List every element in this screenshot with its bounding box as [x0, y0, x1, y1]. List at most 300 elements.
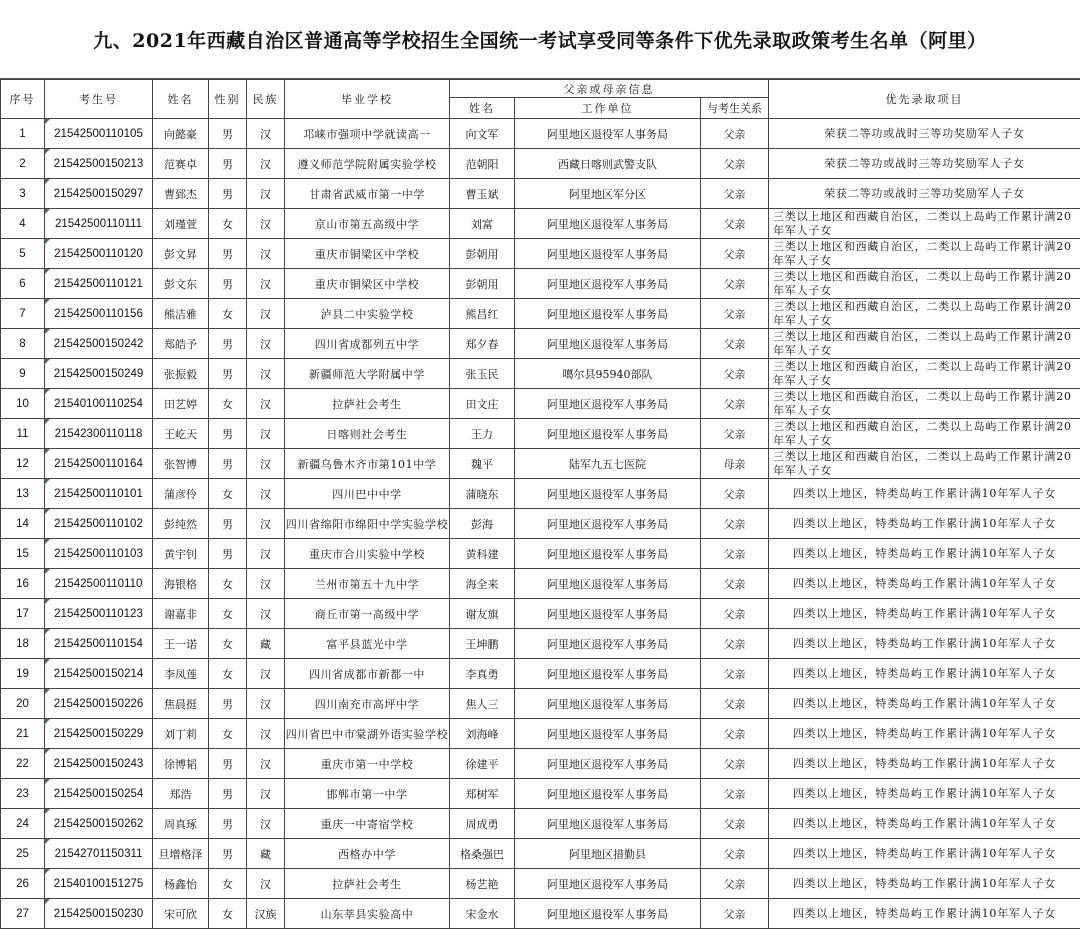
cell-name[interactable]: 彭纯然 — [153, 509, 209, 539]
cell-exam-id[interactable]: 21542500150249 — [45, 359, 153, 389]
cell-gender[interactable]: 女 — [209, 569, 247, 599]
cell-gender[interactable]: 男 — [209, 359, 247, 389]
cell-no[interactable]: 4 — [1, 209, 45, 239]
table-body — [1, 119, 1080, 929]
cell-parent-name[interactable]: 黄科建 — [450, 539, 515, 569]
header-school: 毕业学校 — [285, 80, 450, 119]
cell-relation[interactable]: 父亲 — [701, 659, 769, 689]
cell-parent-name[interactable]: 蒲晓东 — [450, 479, 515, 509]
cell-parent-unit[interactable]: 阿里地区退役军人事务局 — [515, 269, 701, 299]
header-parent-name: 姓名 — [450, 98, 515, 119]
cell-item[interactable]: 荣获二等功或战时三等功奖励军人子女 — [769, 119, 1080, 149]
cell-gender[interactable]: 女 — [209, 719, 247, 749]
cell-ethnicity[interactable]: 汉 — [247, 539, 285, 569]
cell-exam-id[interactable]: 21540100110254 — [45, 389, 153, 419]
cell-parent-unit[interactable]: 阿里地区退役军人事务局 — [515, 299, 701, 329]
cell-relation[interactable]: 父亲 — [701, 149, 769, 179]
cell-no[interactable]: 13 — [1, 479, 45, 509]
cell-school[interactable]: 拉萨社会考生 — [285, 869, 450, 899]
cell-gender[interactable]: 男 — [209, 689, 247, 719]
cell-ethnicity[interactable]: 汉 — [247, 809, 285, 839]
cell-school[interactable]: 邛崃市强项中学就读高一 — [285, 119, 450, 149]
cell-ethnicity[interactable]: 汉 — [247, 749, 285, 779]
cell-school[interactable]: 重庆市第一中学校 — [285, 749, 450, 779]
cell-exam-id[interactable]: 21542500150213 — [45, 149, 153, 179]
cell-no[interactable]: 19 — [1, 659, 45, 689]
cell-item[interactable]: 三类以上地区和西藏自治区，二类以上岛屿工作累计满20年军人子女 — [769, 239, 1080, 269]
cell-parent-unit[interactable]: 阿里地区退役军人事务局 — [515, 509, 701, 539]
cell-name[interactable]: 宋可欣 — [153, 899, 209, 929]
cell-no[interactable]: 27 — [1, 899, 45, 929]
cell-relation[interactable]: 父亲 — [701, 719, 769, 749]
cell-parent-unit[interactable]: 阿里地区退役军人事务局 — [515, 659, 701, 689]
cell-item[interactable]: 三类以上地区和西藏自治区，二类以上岛屿工作累计满20年军人子女 — [769, 329, 1080, 359]
cell-item[interactable]: 四类以上地区，特类岛屿工作累计满10年军人子女 — [769, 869, 1080, 899]
cell-exam-id[interactable]: 21542500150242 — [45, 329, 153, 359]
cell-gender[interactable]: 男 — [209, 449, 247, 479]
cell-name[interactable]: 谢嘉非 — [153, 599, 209, 629]
cell-parent-unit[interactable]: 阿里地区退役军人事务局 — [515, 479, 701, 509]
cell-gender[interactable]: 男 — [209, 839, 247, 869]
cell-name[interactable]: 徐博韬 — [153, 749, 209, 779]
table-row — [1, 479, 1080, 509]
cell-no[interactable]: 11 — [1, 419, 45, 449]
cell-gender[interactable]: 男 — [209, 539, 247, 569]
cell-exam-id[interactable]: 21542500110101 — [45, 479, 153, 509]
cell-ethnicity[interactable]: 汉族 — [247, 899, 285, 929]
cell-exam-id[interactable]: 21542500150226 — [45, 689, 153, 719]
cell-school[interactable]: 四川省成都列五中学 — [285, 329, 450, 359]
cell-item[interactable]: 四类以上地区，特类岛屿工作累计满10年军人子女 — [769, 479, 1080, 509]
cell-no[interactable]: 9 — [1, 359, 45, 389]
cell-school[interactable]: 日喀则社会考生 — [285, 419, 450, 449]
table-row — [1, 599, 1080, 629]
table-row — [1, 149, 1080, 179]
cell-parent-name[interactable]: 刘海峰 — [450, 719, 515, 749]
cell-parent-unit[interactable]: 阿里地区退役军人事务局 — [515, 599, 701, 629]
cell-gender[interactable]: 男 — [209, 419, 247, 449]
cell-relation[interactable]: 父亲 — [701, 389, 769, 419]
cell-school[interactable]: 邯郸市第一中学 — [285, 779, 450, 809]
cell-parent-unit[interactable]: 阿里地区退役军人事务局 — [515, 629, 701, 659]
cell-parent-name[interactable]: 曹玉斌 — [450, 179, 515, 209]
cell-item[interactable]: 四类以上地区，特类岛屿工作累计满10年军人子女 — [769, 539, 1080, 569]
cell-school[interactable]: 重庆一中寄宿学校 — [285, 809, 450, 839]
cell-parent-name[interactable]: 向文军 — [450, 119, 515, 149]
cell-exam-id[interactable]: 21542500150243 — [45, 749, 153, 779]
cell-exam-id[interactable]: 21540100151275 — [45, 869, 153, 899]
cell-parent-name[interactable]: 格桑强巴 — [450, 839, 515, 869]
cell-ethnicity[interactable]: 汉 — [247, 869, 285, 899]
cell-school[interactable]: 商丘市第一高级中学 — [285, 599, 450, 629]
cell-no[interactable]: 8 — [1, 329, 45, 359]
cell-school[interactable]: 拉萨社会考生 — [285, 389, 450, 419]
cell-parent-unit[interactable]: 阿里地区军分区 — [515, 179, 701, 209]
cell-item[interactable]: 三类以上地区和西藏自治区，二类以上岛屿工作累计满20年军人子女 — [769, 419, 1080, 449]
cell-parent-name[interactable]: 杨艺艳 — [450, 869, 515, 899]
cell-parent-name[interactable]: 徐建平 — [450, 749, 515, 779]
cell-school[interactable]: 重庆市合川实验中学校 — [285, 539, 450, 569]
cell-parent-name[interactable]: 彭朝用 — [450, 239, 515, 269]
cell-name[interactable]: 向懿豪 — [153, 119, 209, 149]
cell-no[interactable]: 23 — [1, 779, 45, 809]
cell-no[interactable]: 6 — [1, 269, 45, 299]
cell-exam-id[interactable]: 21542500110120 — [45, 239, 153, 269]
cell-name[interactable]: 海银格 — [153, 569, 209, 599]
table-row — [1, 449, 1080, 479]
cell-relation[interactable]: 父亲 — [701, 539, 769, 569]
cell-ethnicity[interactable]: 汉 — [247, 239, 285, 269]
cell-relation[interactable]: 父亲 — [701, 689, 769, 719]
cell-gender[interactable]: 男 — [209, 239, 247, 269]
cell-school[interactable]: 西格办中学 — [285, 839, 450, 869]
cell-parent-unit[interactable]: 阿里地区退役军人事务局 — [515, 239, 701, 269]
cell-school[interactable]: 遵义师范学院附属实验学校 — [285, 149, 450, 179]
cell-parent-unit[interactable]: 阿里地区退役军人事务局 — [515, 569, 701, 599]
cell-no[interactable]: 2 — [1, 149, 45, 179]
cell-item[interactable]: 四类以上地区，特类岛屿工作累计满10年军人子女 — [769, 809, 1080, 839]
cell-exam-id[interactable]: 21542500150297 — [45, 179, 153, 209]
cell-gender[interactable]: 女 — [209, 299, 247, 329]
candidate-table — [0, 79, 1080, 929]
cell-relation[interactable]: 父亲 — [701, 359, 769, 389]
cell-school[interactable]: 四川巴中中学 — [285, 479, 450, 509]
cell-exam-id[interactable]: 21542500110111 — [45, 209, 153, 239]
cell-ethnicity[interactable]: 汉 — [247, 419, 285, 449]
cell-school[interactable]: 京山市第五高级中学 — [285, 209, 450, 239]
table-row — [1, 329, 1080, 359]
cell-item[interactable]: 三类以上地区和西藏自治区，二类以上岛屿工作累计满20年军人子女 — [769, 299, 1080, 329]
cell-parent-name[interactable]: 彭海 — [450, 509, 515, 539]
table-row — [1, 869, 1080, 899]
table-row — [1, 899, 1080, 929]
cell-name[interactable]: 田艺婷 — [153, 389, 209, 419]
cell-relation[interactable]: 父亲 — [701, 299, 769, 329]
cell-name[interactable]: 熊洁雅 — [153, 299, 209, 329]
cell-no[interactable]: 10 — [1, 389, 45, 419]
cell-relation[interactable]: 父亲 — [701, 509, 769, 539]
cell-relation[interactable]: 父亲 — [701, 209, 769, 239]
cell-name[interactable]: 焦晨挺 — [153, 689, 209, 719]
cell-exam-id[interactable]: 21542500110103 — [45, 539, 153, 569]
table-row — [1, 809, 1080, 839]
cell-school[interactable]: 兰州市第五十九中学 — [285, 569, 450, 599]
cell-no[interactable]: 26 — [1, 869, 45, 899]
cell-parent-name[interactable]: 王力 — [450, 419, 515, 449]
table-row — [1, 539, 1080, 569]
cell-exam-id[interactable]: 21542500110110 — [45, 569, 153, 599]
cell-ethnicity[interactable]: 汉 — [247, 119, 285, 149]
cell-name[interactable]: 郑浩 — [153, 779, 209, 809]
cell-no[interactable]: 22 — [1, 749, 45, 779]
cell-school[interactable]: 四川南充市高坪中学 — [285, 689, 450, 719]
cell-ethnicity[interactable]: 汉 — [247, 149, 285, 179]
cell-item[interactable]: 三类以上地区和西藏自治区，二类以上岛屿工作累计满20年军人子女 — [769, 449, 1080, 479]
cell-item[interactable]: 荣获二等功或战时三等功奖励军人子女 — [769, 149, 1080, 179]
cell-parent-name[interactable]: 王坤鹏 — [450, 629, 515, 659]
cell-item[interactable]: 四类以上地区，特类岛屿工作累计满10年军人子女 — [769, 689, 1080, 719]
cell-parent-unit[interactable]: 陆军九五七医院 — [515, 449, 701, 479]
cell-parent-name[interactable]: 谢友旗 — [450, 599, 515, 629]
header-ethnicity: 民族 — [247, 80, 285, 119]
cell-name[interactable]: 旦增格泽 — [153, 839, 209, 869]
cell-parent-unit[interactable]: 阿里地区措勤县 — [515, 839, 701, 869]
header-parent-unit: 工作单位 — [515, 98, 701, 119]
cell-ethnicity[interactable]: 汉 — [247, 179, 285, 209]
cell-school[interactable]: 四川省绵阳市绵阳中学实验学校 — [285, 509, 450, 539]
cell-no[interactable]: 15 — [1, 539, 45, 569]
cell-school[interactable]: 新疆乌鲁木齐市第101中学 — [285, 449, 450, 479]
cell-name[interactable]: 蒲彦伶 — [153, 479, 209, 509]
cell-item[interactable]: 四类以上地区，特类岛屿工作累计满10年军人子女 — [769, 509, 1080, 539]
cell-relation[interactable]: 父亲 — [701, 239, 769, 269]
cell-no[interactable]: 5 — [1, 239, 45, 269]
cell-ethnicity[interactable]: 汉 — [247, 509, 285, 539]
cell-ethnicity[interactable]: 汉 — [247, 269, 285, 299]
cell-school[interactable]: 新疆师范大学附属中学 — [285, 359, 450, 389]
table-row — [1, 269, 1080, 299]
cell-school[interactable]: 泸县二中实验学校 — [285, 299, 450, 329]
cell-item[interactable]: 四类以上地区，特类岛屿工作累计满10年军人子女 — [769, 629, 1080, 659]
cell-parent-unit[interactable]: 噶尔县95940部队 — [515, 359, 701, 389]
cell-parent-name[interactable]: 李真勇 — [450, 659, 515, 689]
cell-gender[interactable]: 男 — [209, 809, 247, 839]
cell-parent-unit[interactable]: 阿里地区退役军人事务局 — [515, 869, 701, 899]
cell-school[interactable]: 重庆市铜梁区中学校 — [285, 269, 450, 299]
cell-school[interactable]: 重庆市铜梁区中学校 — [285, 239, 450, 269]
cell-name[interactable]: 王屹天 — [153, 419, 209, 449]
cell-no[interactable]: 1 — [1, 119, 45, 149]
table-row — [1, 749, 1080, 779]
cell-parent-name[interactable]: 郑夕春 — [450, 329, 515, 359]
cell-parent-unit[interactable]: 阿里地区退役军人事务局 — [515, 809, 701, 839]
table-row — [1, 419, 1080, 449]
cell-parent-name[interactable]: 郑树军 — [450, 779, 515, 809]
cell-ethnicity[interactable]: 汉 — [247, 599, 285, 629]
cell-name[interactable]: 张智博 — [153, 449, 209, 479]
cell-school[interactable]: 甘肃省武威市第一中学 — [285, 179, 450, 209]
cell-gender[interactable]: 男 — [209, 779, 247, 809]
cell-ethnicity[interactable]: 汉 — [247, 359, 285, 389]
cell-parent-name[interactable]: 海全来 — [450, 569, 515, 599]
cell-parent-unit[interactable]: 阿里地区退役军人事务局 — [515, 539, 701, 569]
cell-parent-name[interactable]: 周成勇 — [450, 809, 515, 839]
cell-parent-name[interactable]: 魏平 — [450, 449, 515, 479]
cell-relation[interactable]: 父亲 — [701, 119, 769, 149]
cell-exam-id[interactable]: 21542500110102 — [45, 509, 153, 539]
cell-exam-id[interactable]: 21542500110105 — [45, 119, 153, 149]
table-row — [1, 629, 1080, 659]
cell-gender[interactable]: 男 — [209, 509, 247, 539]
cell-item[interactable]: 四类以上地区，特类岛屿工作累计满10年军人子女 — [769, 839, 1080, 869]
cell-gender[interactable]: 女 — [209, 629, 247, 659]
cell-item[interactable]: 四类以上地区，特类岛屿工作累计满10年军人子女 — [769, 659, 1080, 689]
cell-name[interactable]: 郑皓予 — [153, 329, 209, 359]
cell-item[interactable]: 三类以上地区和西藏自治区，二类以上岛屿工作累计满20年军人子女 — [769, 359, 1080, 389]
cell-exam-id[interactable]: 21542500150230 — [45, 899, 153, 929]
table-row — [1, 239, 1080, 269]
cell-relation[interactable]: 父亲 — [701, 899, 769, 929]
cell-name[interactable]: 李凤莲 — [153, 659, 209, 689]
cell-exam-id[interactable]: 21542500150254 — [45, 779, 153, 809]
cell-gender[interactable]: 男 — [209, 329, 247, 359]
cell-item[interactable]: 四类以上地区，特类岛屿工作累计满10年军人子女 — [769, 899, 1080, 929]
cell-relation[interactable]: 父亲 — [701, 329, 769, 359]
cell-parent-name[interactable]: 彭朝用 — [450, 269, 515, 299]
cell-item[interactable]: 四类以上地区，特类岛屿工作累计满10年军人子女 — [769, 599, 1080, 629]
header-relation: 与考生关系 — [701, 98, 769, 119]
cell-name[interactable]: 范赛卓 — [153, 149, 209, 179]
cell-exam-id[interactable]: 21542500110123 — [45, 599, 153, 629]
cell-parent-unit[interactable]: 阿里地区退役军人事务局 — [515, 119, 701, 149]
cell-parent-unit[interactable]: 阿里地区退役军人事务局 — [515, 689, 701, 719]
cell-item[interactable]: 四类以上地区，特类岛屿工作累计满10年军人子女 — [769, 779, 1080, 809]
cell-ethnicity[interactable]: 汉 — [247, 659, 285, 689]
cell-exam-id[interactable]: 21542701150311 — [45, 839, 153, 869]
cell-gender[interactable]: 男 — [209, 269, 247, 299]
cell-exam-id[interactable]: 21542500110121 — [45, 269, 153, 299]
cell-name[interactable]: 彭文昇 — [153, 239, 209, 269]
cell-relation[interactable]: 父亲 — [701, 569, 769, 599]
cell-name[interactable]: 王一诺 — [153, 629, 209, 659]
table-row — [1, 659, 1080, 689]
cell-exam-id[interactable]: 21542500110154 — [45, 629, 153, 659]
cell-parent-unit[interactable]: 阿里地区退役军人事务局 — [515, 419, 701, 449]
header-item: 优先录取项目 — [769, 80, 1080, 119]
cell-exam-id[interactable]: 21542500110164 — [45, 449, 153, 479]
cell-relation[interactable]: 父亲 — [701, 749, 769, 779]
cell-parent-unit[interactable]: 阿里地区退役军人事务局 — [515, 779, 701, 809]
title-row — [0, 0, 1080, 79]
cell-relation[interactable]: 父亲 — [701, 869, 769, 899]
cell-gender[interactable]: 女 — [209, 599, 247, 629]
table-row — [1, 299, 1080, 329]
cell-name[interactable]: 刘瑾萱 — [153, 209, 209, 239]
cell-parent-unit[interactable]: 阿里地区退役军人事务局 — [515, 749, 701, 779]
cell-item[interactable]: 三类以上地区和西藏自治区，二类以上岛屿工作累计满20年军人子女 — [769, 209, 1080, 239]
cell-item[interactable]: 荣获二等功或战时三等功奖励军人子女 — [769, 179, 1080, 209]
cell-gender[interactable]: 女 — [209, 479, 247, 509]
cell-no[interactable]: 17 — [1, 599, 45, 629]
cell-item[interactable]: 三类以上地区和西藏自治区，二类以上岛屿工作累计满20年军人子女 — [769, 389, 1080, 419]
cell-relation[interactable]: 父亲 — [701, 629, 769, 659]
cell-gender[interactable]: 男 — [209, 149, 247, 179]
cell-ethnicity[interactable]: 汉 — [247, 569, 285, 599]
cell-exam-id[interactable]: 21542500110156 — [45, 299, 153, 329]
cell-gender[interactable]: 男 — [209, 179, 247, 209]
cell-no[interactable]: 25 — [1, 839, 45, 869]
cell-parent-name[interactable]: 刘富 — [450, 209, 515, 239]
cell-gender[interactable]: 男 — [209, 119, 247, 149]
cell-parent-name[interactable]: 张玉民 — [450, 359, 515, 389]
cell-ethnicity[interactable]: 汉 — [247, 209, 285, 239]
cell-gender[interactable]: 女 — [209, 209, 247, 239]
cell-item[interactable]: 四类以上地区，特类岛屿工作累计满10年军人子女 — [769, 719, 1080, 749]
cell-parent-name[interactable]: 焦人三 — [450, 689, 515, 719]
cell-ethnicity[interactable]: 汉 — [247, 779, 285, 809]
cell-ethnicity[interactable]: 汉 — [247, 389, 285, 419]
cell-name[interactable]: 杨鑫怡 — [153, 869, 209, 899]
cell-name[interactable]: 曹郅杰 — [153, 179, 209, 209]
cell-parent-name[interactable]: 熊昌红 — [450, 299, 515, 329]
cell-exam-id[interactable]: 21542500150229 — [45, 719, 153, 749]
cell-exam-id[interactable]: 21542500150262 — [45, 809, 153, 839]
cell-no[interactable]: 20 — [1, 689, 45, 719]
cell-parent-unit[interactable]: 阿里地区退役军人事务局 — [515, 209, 701, 239]
cell-no[interactable]: 3 — [1, 179, 45, 209]
cell-parent-name[interactable]: 范朝阳 — [450, 149, 515, 179]
cell-name[interactable]: 刘丁莉 — [153, 719, 209, 749]
cell-ethnicity[interactable]: 藏 — [247, 629, 285, 659]
table-row — [1, 389, 1080, 419]
cell-relation[interactable]: 父亲 — [701, 269, 769, 299]
cell-item[interactable]: 四类以上地区，特类岛屿工作累计满10年军人子女 — [769, 749, 1080, 779]
cell-school[interactable]: 富平县蓝光中学 — [285, 629, 450, 659]
cell-no[interactable]: 21 — [1, 719, 45, 749]
cell-no[interactable]: 7 — [1, 299, 45, 329]
table-row — [1, 719, 1080, 749]
cell-gender[interactable]: 男 — [209, 749, 247, 779]
table-row — [1, 179, 1080, 209]
cell-gender[interactable]: 女 — [209, 659, 247, 689]
cell-parent-unit[interactable]: 阿里地区退役军人事务局 — [515, 329, 701, 359]
cell-parent-name[interactable]: 田文庄 — [450, 389, 515, 419]
cell-name[interactable]: 张振毅 — [153, 359, 209, 389]
cell-relation[interactable]: 父亲 — [701, 779, 769, 809]
cell-no[interactable]: 14 — [1, 509, 45, 539]
cell-parent-unit[interactable]: 西藏日喀则武警支队 — [515, 149, 701, 179]
table-row — [1, 509, 1080, 539]
cell-no[interactable]: 16 — [1, 569, 45, 599]
cell-gender[interactable]: 女 — [209, 869, 247, 899]
cell-parent-unit[interactable]: 阿里地区退役军人事务局 — [515, 719, 701, 749]
cell-relation[interactable]: 父亲 — [701, 179, 769, 209]
cell-ethnicity[interactable]: 汉 — [247, 329, 285, 359]
header-name: 姓名 — [153, 80, 209, 119]
cell-ethnicity[interactable]: 藏 — [247, 839, 285, 869]
cell-ethnicity[interactable]: 汉 — [247, 689, 285, 719]
cell-name[interactable]: 彭文东 — [153, 269, 209, 299]
cell-exam-id[interactable]: 21542300110118 — [45, 419, 153, 449]
cell-ethnicity[interactable]: 汉 — [247, 299, 285, 329]
cell-gender[interactable]: 女 — [209, 389, 247, 419]
cell-relation[interactable]: 父亲 — [701, 479, 769, 509]
cell-school[interactable]: 四川省巴中市棠湖外语实验学校 — [285, 719, 450, 749]
cell-no[interactable]: 24 — [1, 809, 45, 839]
cell-item[interactable]: 四类以上地区，特类岛屿工作累计满10年军人子女 — [769, 569, 1080, 599]
cell-parent-unit[interactable]: 阿里地区退役军人事务局 — [515, 899, 701, 929]
cell-relation[interactable]: 父亲 — [701, 809, 769, 839]
cell-item[interactable]: 三类以上地区和西藏自治区，二类以上岛屿工作累计满20年军人子女 — [769, 269, 1080, 299]
cell-name[interactable]: 黄宇钊 — [153, 539, 209, 569]
cell-relation[interactable]: 父亲 — [701, 419, 769, 449]
cell-relation[interactable]: 母亲 — [701, 449, 769, 479]
cell-no[interactable]: 12 — [1, 449, 45, 479]
cell-ethnicity[interactable]: 汉 — [247, 479, 285, 509]
cell-relation[interactable]: 父亲 — [701, 839, 769, 869]
cell-ethnicity[interactable]: 汉 — [247, 449, 285, 479]
cell-ethnicity[interactable]: 汉 — [247, 719, 285, 749]
cell-parent-unit[interactable]: 阿里地区退役军人事务局 — [515, 389, 701, 419]
cell-exam-id[interactable]: 21542500150214 — [45, 659, 153, 689]
cell-parent-name[interactable]: 宋金水 — [450, 899, 515, 929]
cell-no[interactable]: 18 — [1, 629, 45, 659]
cell-school[interactable]: 四川省成都市新都一中 — [285, 659, 450, 689]
cell-relation[interactable]: 父亲 — [701, 599, 769, 629]
cell-school[interactable]: 山东莘县实验高中 — [285, 899, 450, 929]
cell-gender[interactable]: 女 — [209, 899, 247, 929]
cell-name[interactable]: 周真琢 — [153, 809, 209, 839]
